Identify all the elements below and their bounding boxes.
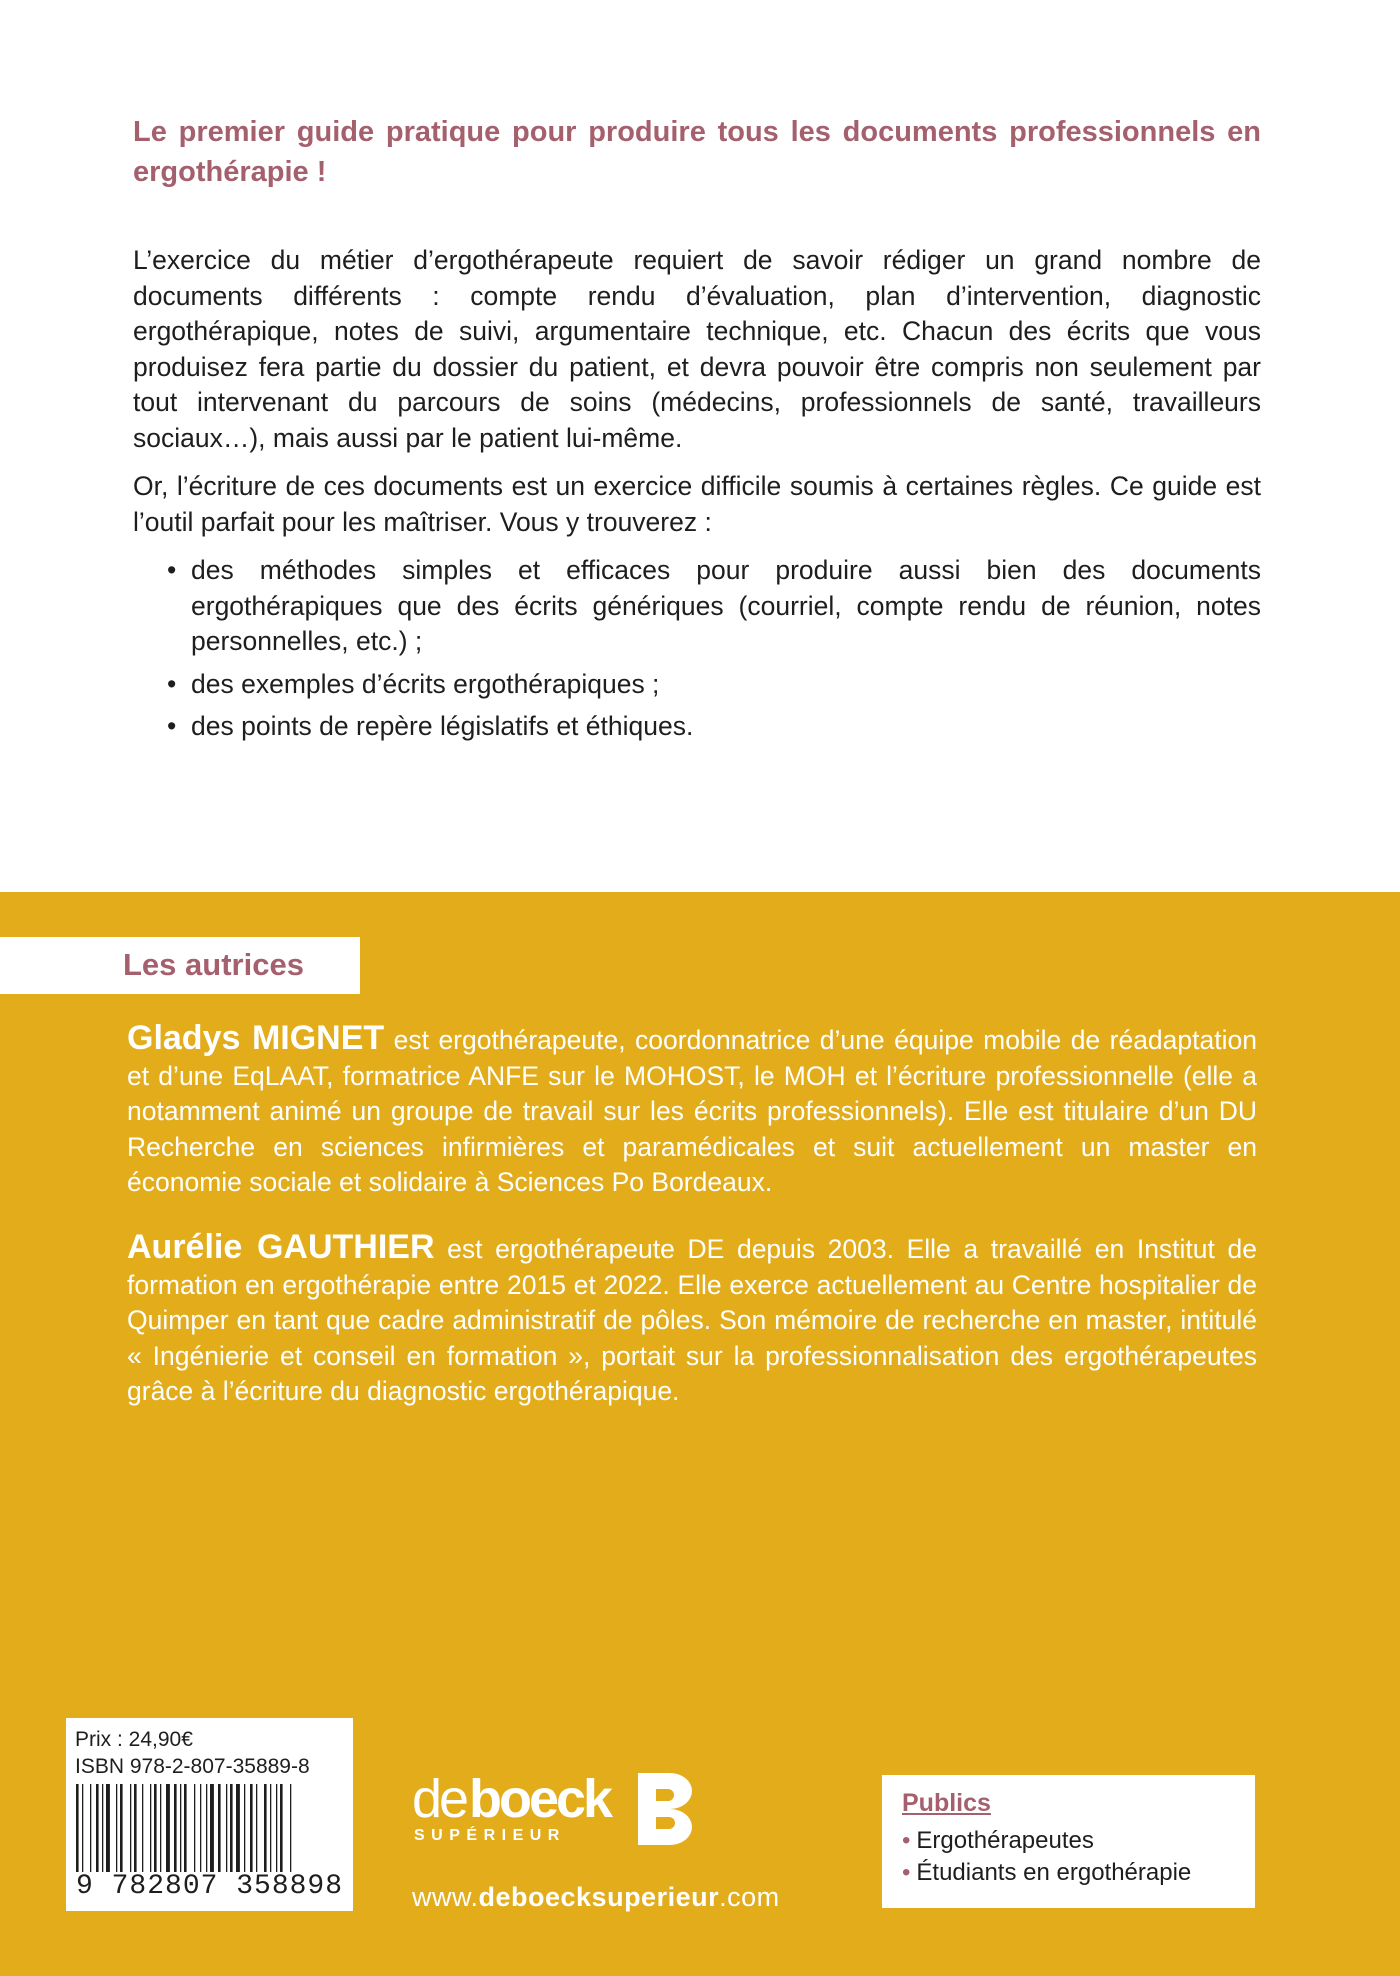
list-item-text: des méthodes simples et efficaces pour produire aussi bien des documents ergothérapiques que des écrits génériques (courriel, compte rendu de réunion, notes personnelles, etc.) ; (191, 555, 1261, 656)
website-prefix: www. (412, 1882, 479, 1912)
headline: Le premier guide pratique pour produire tous les documents professionnels en ergothérapie ! (133, 116, 1261, 188)
publisher-logo (412, 1767, 712, 1850)
publics-title: Publics (902, 1789, 991, 1817)
author-name: Gladys MIGNET (127, 1019, 385, 1057)
author-bio-mignet (127, 1021, 1257, 1201)
bullet-icon: • (167, 555, 177, 585)
intro-paragraph-2: Or, l’écriture de ces documents est un exercice difficile soumis à certaines règles. Ce guide est l’outil parfait pour les maîtriser. Vous y trouverez : (133, 471, 1261, 537)
price-label: Prix : 24,90€ (75, 1728, 193, 1751)
author-name: Aurélie GAUTHIER (127, 1228, 435, 1266)
features-list (133, 553, 1261, 745)
list-item (902, 1857, 1191, 1889)
list-item (167, 709, 1261, 745)
author-bio-text: est ergothérapeute, coordonnatrice d’une équipe mobile de réadaptation et d’une EqLAAT, formatrice ANFE sur le MOHOST, le MOH et l’écriture professionnelle (elle a notamment animé un groupe de travail sur les écrits professionnels). Elle est titulaire d’un DU Recherche en sciences infirmières et paramédicales et suit actuellement un master en économie sociale et solidaire à Sciences Po Bordeaux. (127, 1025, 1257, 1197)
website-domain: deboecksuperieur (478, 1882, 720, 1912)
barcode-box (66, 1718, 353, 1911)
intro-paragraph-1: L’exercice du métier d’ergothérapeute requiert de savoir rédiger un grand nombre de documents différents : compte rendu d’évaluation, plan d’intervention, diagnostic ergothérapique, notes de suivi, argumentaire technique, etc. Chacun des écrits que vous produisez fera partie du dossier du patient, et devra pouvoir être compris non seulement par tout intervenant du parcours de soins (médecins, professionnels de santé, travailleurs sociaux…), mais aussi par le patient lui-même. (133, 245, 1261, 453)
isbn-label: ISBN 978-2-807-35889-8 (75, 1755, 310, 1778)
top-section (0, 0, 1400, 892)
logo-word-superieur: SUPÉRIEUR (414, 1827, 566, 1844)
website-link[interactable] (412, 1880, 780, 1914)
publics-box (882, 1775, 1255, 1908)
bullet-icon: • (167, 668, 177, 699)
logo-mark-b (638, 1773, 692, 1845)
bullet-icon: • (902, 1827, 911, 1854)
author-bio-gauthier (127, 1230, 1257, 1410)
list-item (167, 667, 1261, 703)
bullet-icon: • (902, 1859, 911, 1886)
publics-list (902, 1825, 1191, 1889)
bullet-icon: • (167, 711, 177, 741)
list-item (167, 553, 1261, 660)
author-bio-text: est ergothérapeute DE depuis 2003. Elle a travaillé en Institut de formation en ergothérapie entre 2015 et 2022. Elle exerce actuellement au Centre hospitalier de Quimper en tant que cadre administratif de pôles. Son mémoire de recherche en master, intitulé « Ingénierie et conseil en formation », portait sur la professionnalisation des ergothérapeutes grâce à l’écriture du diagnostic ergothérapique. (127, 1234, 1257, 1406)
list-item-text: des points de repère législatifs et éthiques. (191, 711, 694, 741)
barcode-digits: 9 782807 358898 (76, 1871, 344, 1902)
deboeck-logo-icon (412, 1767, 712, 1845)
authors-title: Les autrices (123, 947, 304, 982)
intro-text (133, 243, 1261, 752)
publics-item-label: Étudiants en ergothérapie (916, 1859, 1192, 1886)
website-suffix: .com (719, 1882, 780, 1912)
logo-word-boeck: boeck (469, 1769, 611, 1829)
list-item-text: des exemples d’écrits ergothérapiques ; (191, 668, 660, 699)
list-item (902, 1825, 1191, 1857)
logo-word-de: de (412, 1769, 467, 1829)
publics-item-label: Ergothérapeutes (916, 1827, 1094, 1854)
